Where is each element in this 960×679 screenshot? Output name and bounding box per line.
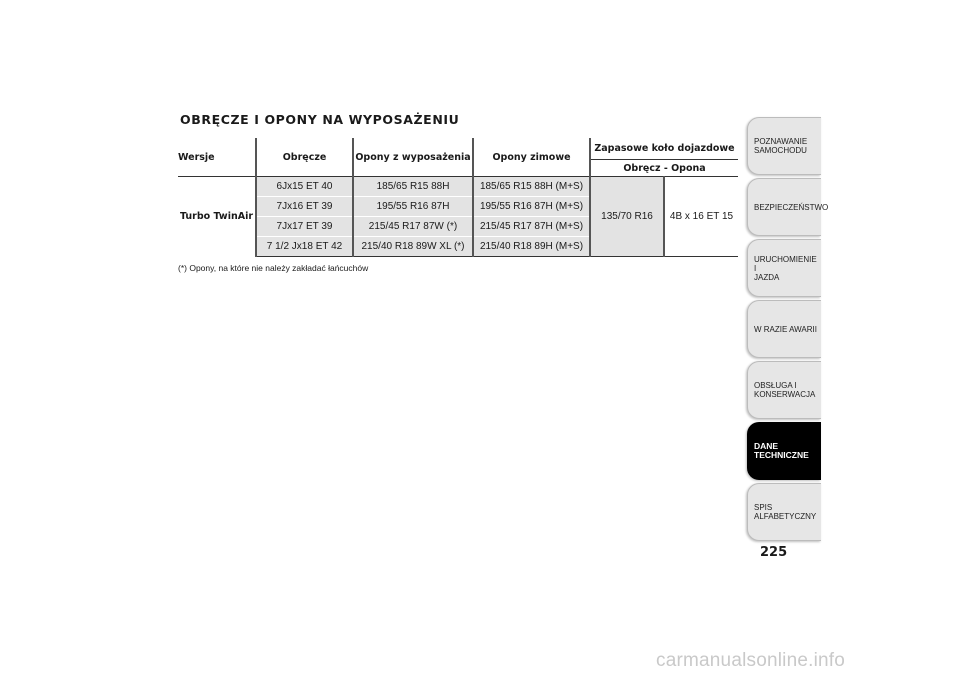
spare-rim-cell: 4B x 16 ET 15 bbox=[664, 177, 738, 257]
tab-bezpieczenstwo[interactable]: BEZPIECZEŃSTWO bbox=[747, 178, 821, 236]
rim-cell: 7Jx17 ET 39 bbox=[256, 217, 353, 237]
tab-spis-alfabetyczny[interactable]: SPIS ALFABETYCZNY bbox=[747, 483, 821, 541]
tyre-cell: 215/45 R17 87W (*) bbox=[353, 217, 473, 237]
tab-obsluga-i-konserwacja[interactable]: OBSŁUGA I KONSERWACJA bbox=[747, 361, 821, 419]
tab-w-razie-awarii[interactable]: W RAZIE AWARII bbox=[747, 300, 821, 358]
tab-dane-techniczne[interactable]: DANE TECHNICZNE bbox=[747, 422, 821, 480]
watermark-text: carmanualsonline.info bbox=[656, 650, 846, 671]
tyre-cell: 195/55 R16 87H bbox=[353, 197, 473, 217]
table-row bbox=[178, 177, 738, 197]
tab-uruchomienie-i-jazda[interactable]: URUCHOMIENIE I JAZDA bbox=[747, 239, 821, 297]
winter-tyre-cell: 215/40 R18 89H (M+S) bbox=[473, 237, 590, 257]
wheels-tyres-table bbox=[178, 138, 738, 257]
winter-tyre-cell: 215/45 R17 87H (M+S) bbox=[473, 217, 590, 237]
header-opony-zimowe: Opony zimowe bbox=[473, 138, 590, 177]
winter-tyre-cell: 195/55 R16 87H (M+S) bbox=[473, 197, 590, 217]
page-number: 225 bbox=[760, 545, 788, 560]
header-zapasowe: Zapasowe koło dojazdowe bbox=[590, 138, 738, 160]
header-opony-wyposazenia: Opony z wyposażenia bbox=[353, 138, 473, 177]
winter-tyre-cell: 185/65 R15 88H (M+S) bbox=[473, 177, 590, 197]
tyre-cell: 215/40 R18 89W XL (*) bbox=[353, 237, 473, 257]
tyre-cell: 185/65 R15 88H bbox=[353, 177, 473, 197]
chapter-tabs bbox=[747, 117, 829, 544]
header-obrecze: Obręcze bbox=[256, 138, 353, 177]
version-cell: Turbo TwinAir bbox=[178, 177, 256, 257]
rim-cell: 6Jx15 ET 40 bbox=[256, 177, 353, 197]
rim-cell: 7 1/2 Jx18 ET 42 bbox=[256, 237, 353, 257]
rim-cell: 7Jx16 ET 39 bbox=[256, 197, 353, 217]
spare-tyre-cell: 135/70 R16 bbox=[590, 177, 664, 257]
footnote: (*) Opony, na które nie należy zakładać łańcuchów bbox=[178, 263, 369, 273]
section-title: OBRĘCZE I OPONY NA WYPOSAŻENIU bbox=[180, 112, 460, 127]
tab-poznawanie-samochodu[interactable]: POZNAWANIE SAMOCHODU bbox=[747, 117, 821, 175]
header-obrecz-opona: Obręcz - Opona bbox=[590, 160, 738, 177]
header-wersje: Wersje bbox=[178, 138, 256, 177]
